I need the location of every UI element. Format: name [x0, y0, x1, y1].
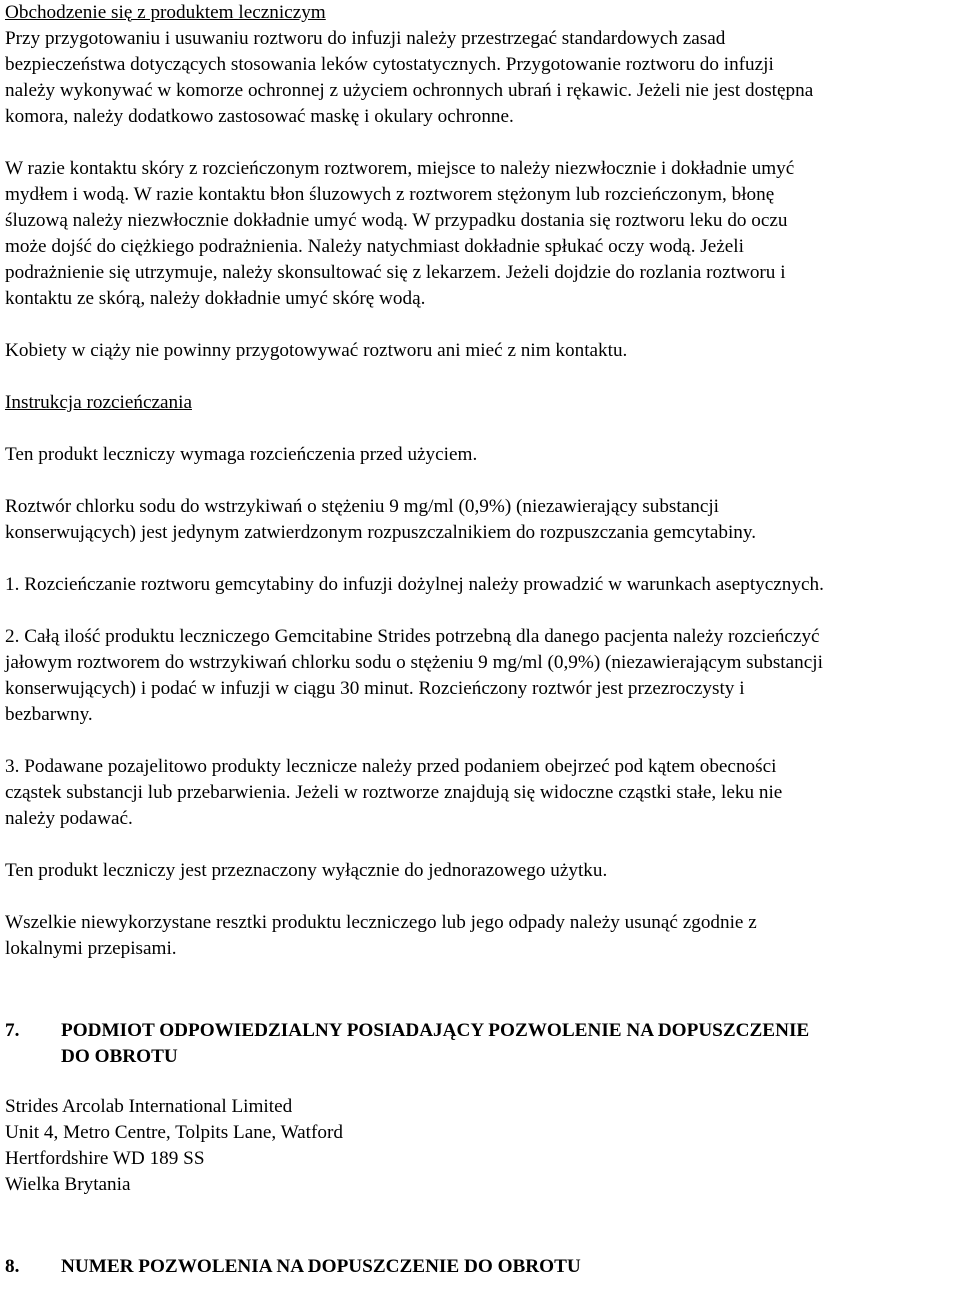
- single-use-note: Ten produkt leczniczy jest przeznaczony wyłącznie do jednorazowego użytku.: [5, 860, 608, 881]
- document-page: [5, 0, 957, 1280]
- pregnancy-warning: Kobiety w ciąży nie powinny przygotowywać roztworu ani mieć z nim kontaktu.: [5, 340, 628, 361]
- section-title-dilution: Instrukcja rozcieńczania: [5, 392, 192, 413]
- paragraph-line: mydłem i wodą. W razie kontaktu błon śluzowych z roztworem stężonym lub rozcieńczonym, błonę: [5, 184, 775, 205]
- address-line: Wielka Brytania: [5, 1174, 131, 1195]
- section-8-heading: [5, 1254, 957, 1280]
- section-7-heading: [5, 1018, 957, 1044]
- paragraph-line: kontaktu ze skórą, należy dokładnie umyć skórę wodą.: [5, 288, 426, 309]
- paragraph-line: śluzową należy niezwłocznie dokładnie umyć wodą. W przypadku dostania się roztworu leku do oczu: [5, 210, 788, 231]
- section-7-title-line1: PODMIOT ODPOWIEDZIALNY POSIADAJĄCY POZWOLENIE NA DOPUSZCZENIE: [61, 1020, 810, 1041]
- dilution-step-2-line: bezbarwny.: [5, 704, 93, 725]
- address-line: Unit 4, Metro Centre, Tolpits Lane, Watford: [5, 1122, 343, 1143]
- dilution-step-2-line: jałowym roztworem do wstrzykiwań chlorku sodu o stężeniu 9 mg/ml (0,9%) (niezawierającym substancji: [5, 652, 823, 673]
- section-7-heading-cont: [5, 1044, 957, 1070]
- address-line: Strides Arcolab International Limited: [5, 1096, 293, 1117]
- paragraph-line: podrażnienie się utrzymuje, należy skonsultować się z lekarzem. Jeżeli dojdzie do rozlania roztworu i: [5, 262, 786, 283]
- dilution-step-2-line: konserwujących) i podać w infuzji w ciągu 30 minut. Rozcieńczony roztwór jest przezroczysty i: [5, 678, 745, 699]
- dilution-step-1: 1. Rozcieńczanie roztworu gemcytabiny do infuzji dożylnej należy prowadzić w warunkach aseptycznych.: [5, 574, 824, 595]
- section-8-title: NUMER POZWOLENIA NA DOPUSZCZENIE DO OBROTU: [61, 1256, 581, 1277]
- disposal-line: lokalnymi przepisami.: [5, 938, 177, 959]
- paragraph-line: Przy przygotowaniu i usuwaniu roztworu do infuzji należy przestrzegać standardowych zasad: [5, 28, 726, 49]
- section-title-handling: Obchodzenie się z produktem leczniczym: [5, 2, 326, 23]
- paragraph-line: konserwujących) jest jedynym zatwierdzonym rozpuszczalnikiem do rozpuszczania gemcytabiny.: [5, 522, 757, 543]
- dilution-intro: Ten produkt leczniczy wymaga rozcieńczenia przed użyciem.: [5, 444, 478, 465]
- paragraph-line: bezpieczeństwa dotyczących stosowania leków cytostatycznych. Przygotowanie roztworu do infuzji: [5, 54, 774, 75]
- paragraph-line: należy wykonywać w komorze ochronnej z użyciem ochronnych ubrań i rękawic. Jeżeli nie jest dostępna: [5, 80, 814, 101]
- address-line: Hertfordshire WD 189 SS: [5, 1148, 205, 1169]
- section-7-title-line2: DO OBROTU: [61, 1046, 178, 1067]
- dilution-step-3-line: należy podawać.: [5, 808, 133, 829]
- section-7-number: 7.: [5, 1020, 20, 1041]
- dilution-step-3-line: cząstek substancji lub przebarwienia. Jeżeli w roztworze znajdują się widoczne cząstki stałe, leku nie: [5, 782, 783, 803]
- paragraph-line: W razie kontaktu skóry z rozcieńczonym roztworem, miejsce to należy niezwłocznie i dokładnie umyć: [5, 158, 795, 179]
- paragraph-line: Roztwór chlorku sodu do wstrzykiwań o stężeniu 9 mg/ml (0,9%) (niezawierający substancji: [5, 496, 720, 517]
- paragraph-line: komora, należy dodatkowo zastosować maskę i okulary ochronne.: [5, 106, 514, 127]
- paragraph-line: może dojść do ciężkiego podrażnienia. Należy natychmiast dokładnie spłukać oczy wodą. Jeżeli: [5, 236, 744, 257]
- dilution-step-3-line: 3. Podawane pozajelitowo produkty lecznicze należy przed podaniem obejrzeć pod kątem obecności: [5, 756, 777, 777]
- disposal-line: Wszelkie niewykorzystane resztki produktu leczniczego lub jego odpady należy usunąć zgodnie z: [5, 912, 757, 933]
- section-8-number: 8.: [5, 1256, 20, 1277]
- dilution-step-2-line: 2. Całą ilość produktu leczniczego Gemcitabine Strides potrzebną dla danego pacjenta należy rozcieńczyć: [5, 626, 820, 647]
